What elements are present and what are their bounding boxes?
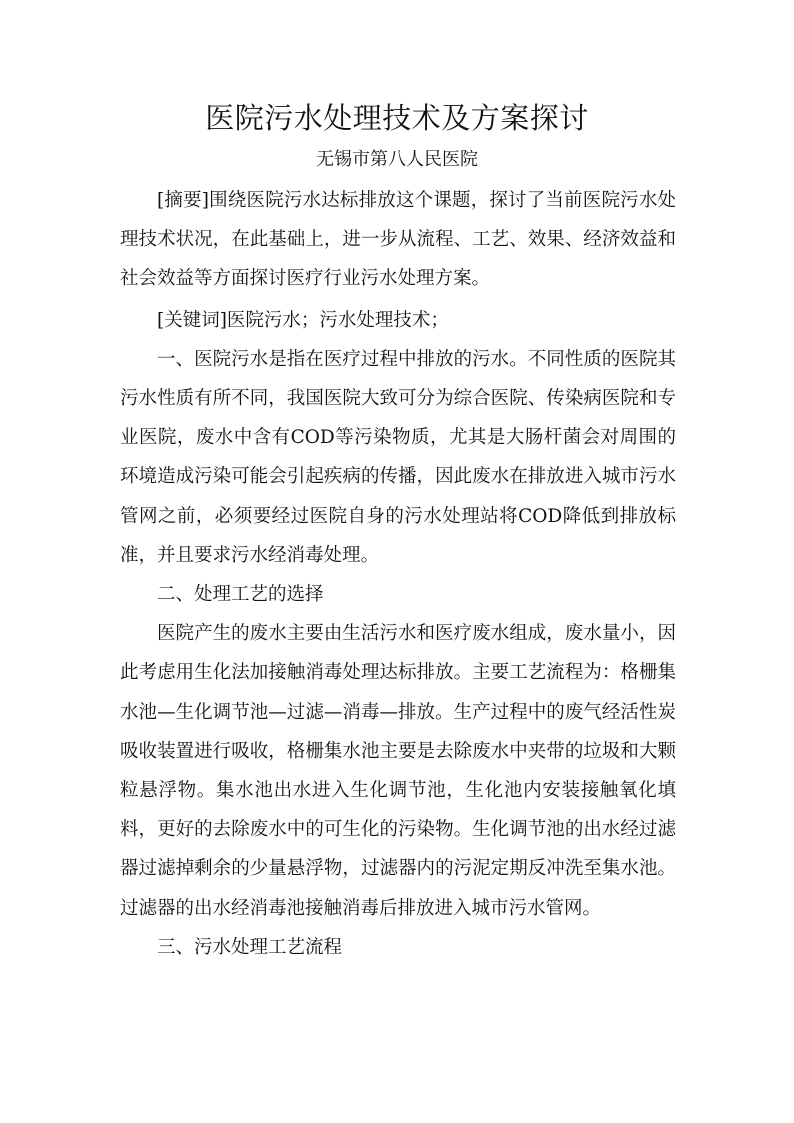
keywords-paragraph: [关键词]医院污水；污水处理技术；	[157, 309, 449, 331]
section-1-paragraph: 一、医院污水是指在医疗过程中排放的污水。不同性质的医院其污水性质有所不同，我国医院大致可分为综合医院、传染病医院和专业医院，废水中含有COD等污染物质，尤其是大肠杆菌会对周围的环境造成污染可能会引起疾病的传播，因此废水在排放进入城市污水管网之前，必须要经过医院自身的污水处理站将COD降低到排放标准，并且要求污水经消毒处理。	[120, 348, 676, 566]
section-2-paragraph: 医院产生的废水主要由生活污水和医疗废水组成，废水量小，因此考虑用生化法加接触消毒处理达标排放。主要工艺流程为：格栅集水池—生化调节池—过滤—消毒—排放。生产过程中的废气经活性炭吸收装置进行吸收，格栅集水池主要是去除废水中夹带的垃圾和大颗粒悬浮物。集水池出水进入生化调节池，生化池内安装接触氧化填料，更好的去除废水中的可生化的污染物。生化调节池的出水经过滤器过滤掉剩余的少量悬浮物，过滤器内的污泥定期反冲洗至集水池。过滤器的出水经消毒池接触消毒后排放进入城市污水管网。	[120, 623, 676, 919]
abstract-paragraph: [摘要]围绕医院污水达标排放这个课题，探讨了当前医院污水处理技术状况，在此基础上，进一步从流程、工艺、效果、经济效益和社会效益等方面探讨医疗行业污水处理方案。	[120, 190, 677, 290]
document-title: 医院污水处理技术及方案探讨	[205, 101, 589, 135]
document-body	[120, 181, 676, 967]
document-author: 无锡市第八人民医院	[316, 149, 478, 170]
section-2-heading: 二、处理工艺的选择	[157, 584, 324, 606]
section-3-heading: 三、污水处理工艺流程	[157, 936, 343, 958]
